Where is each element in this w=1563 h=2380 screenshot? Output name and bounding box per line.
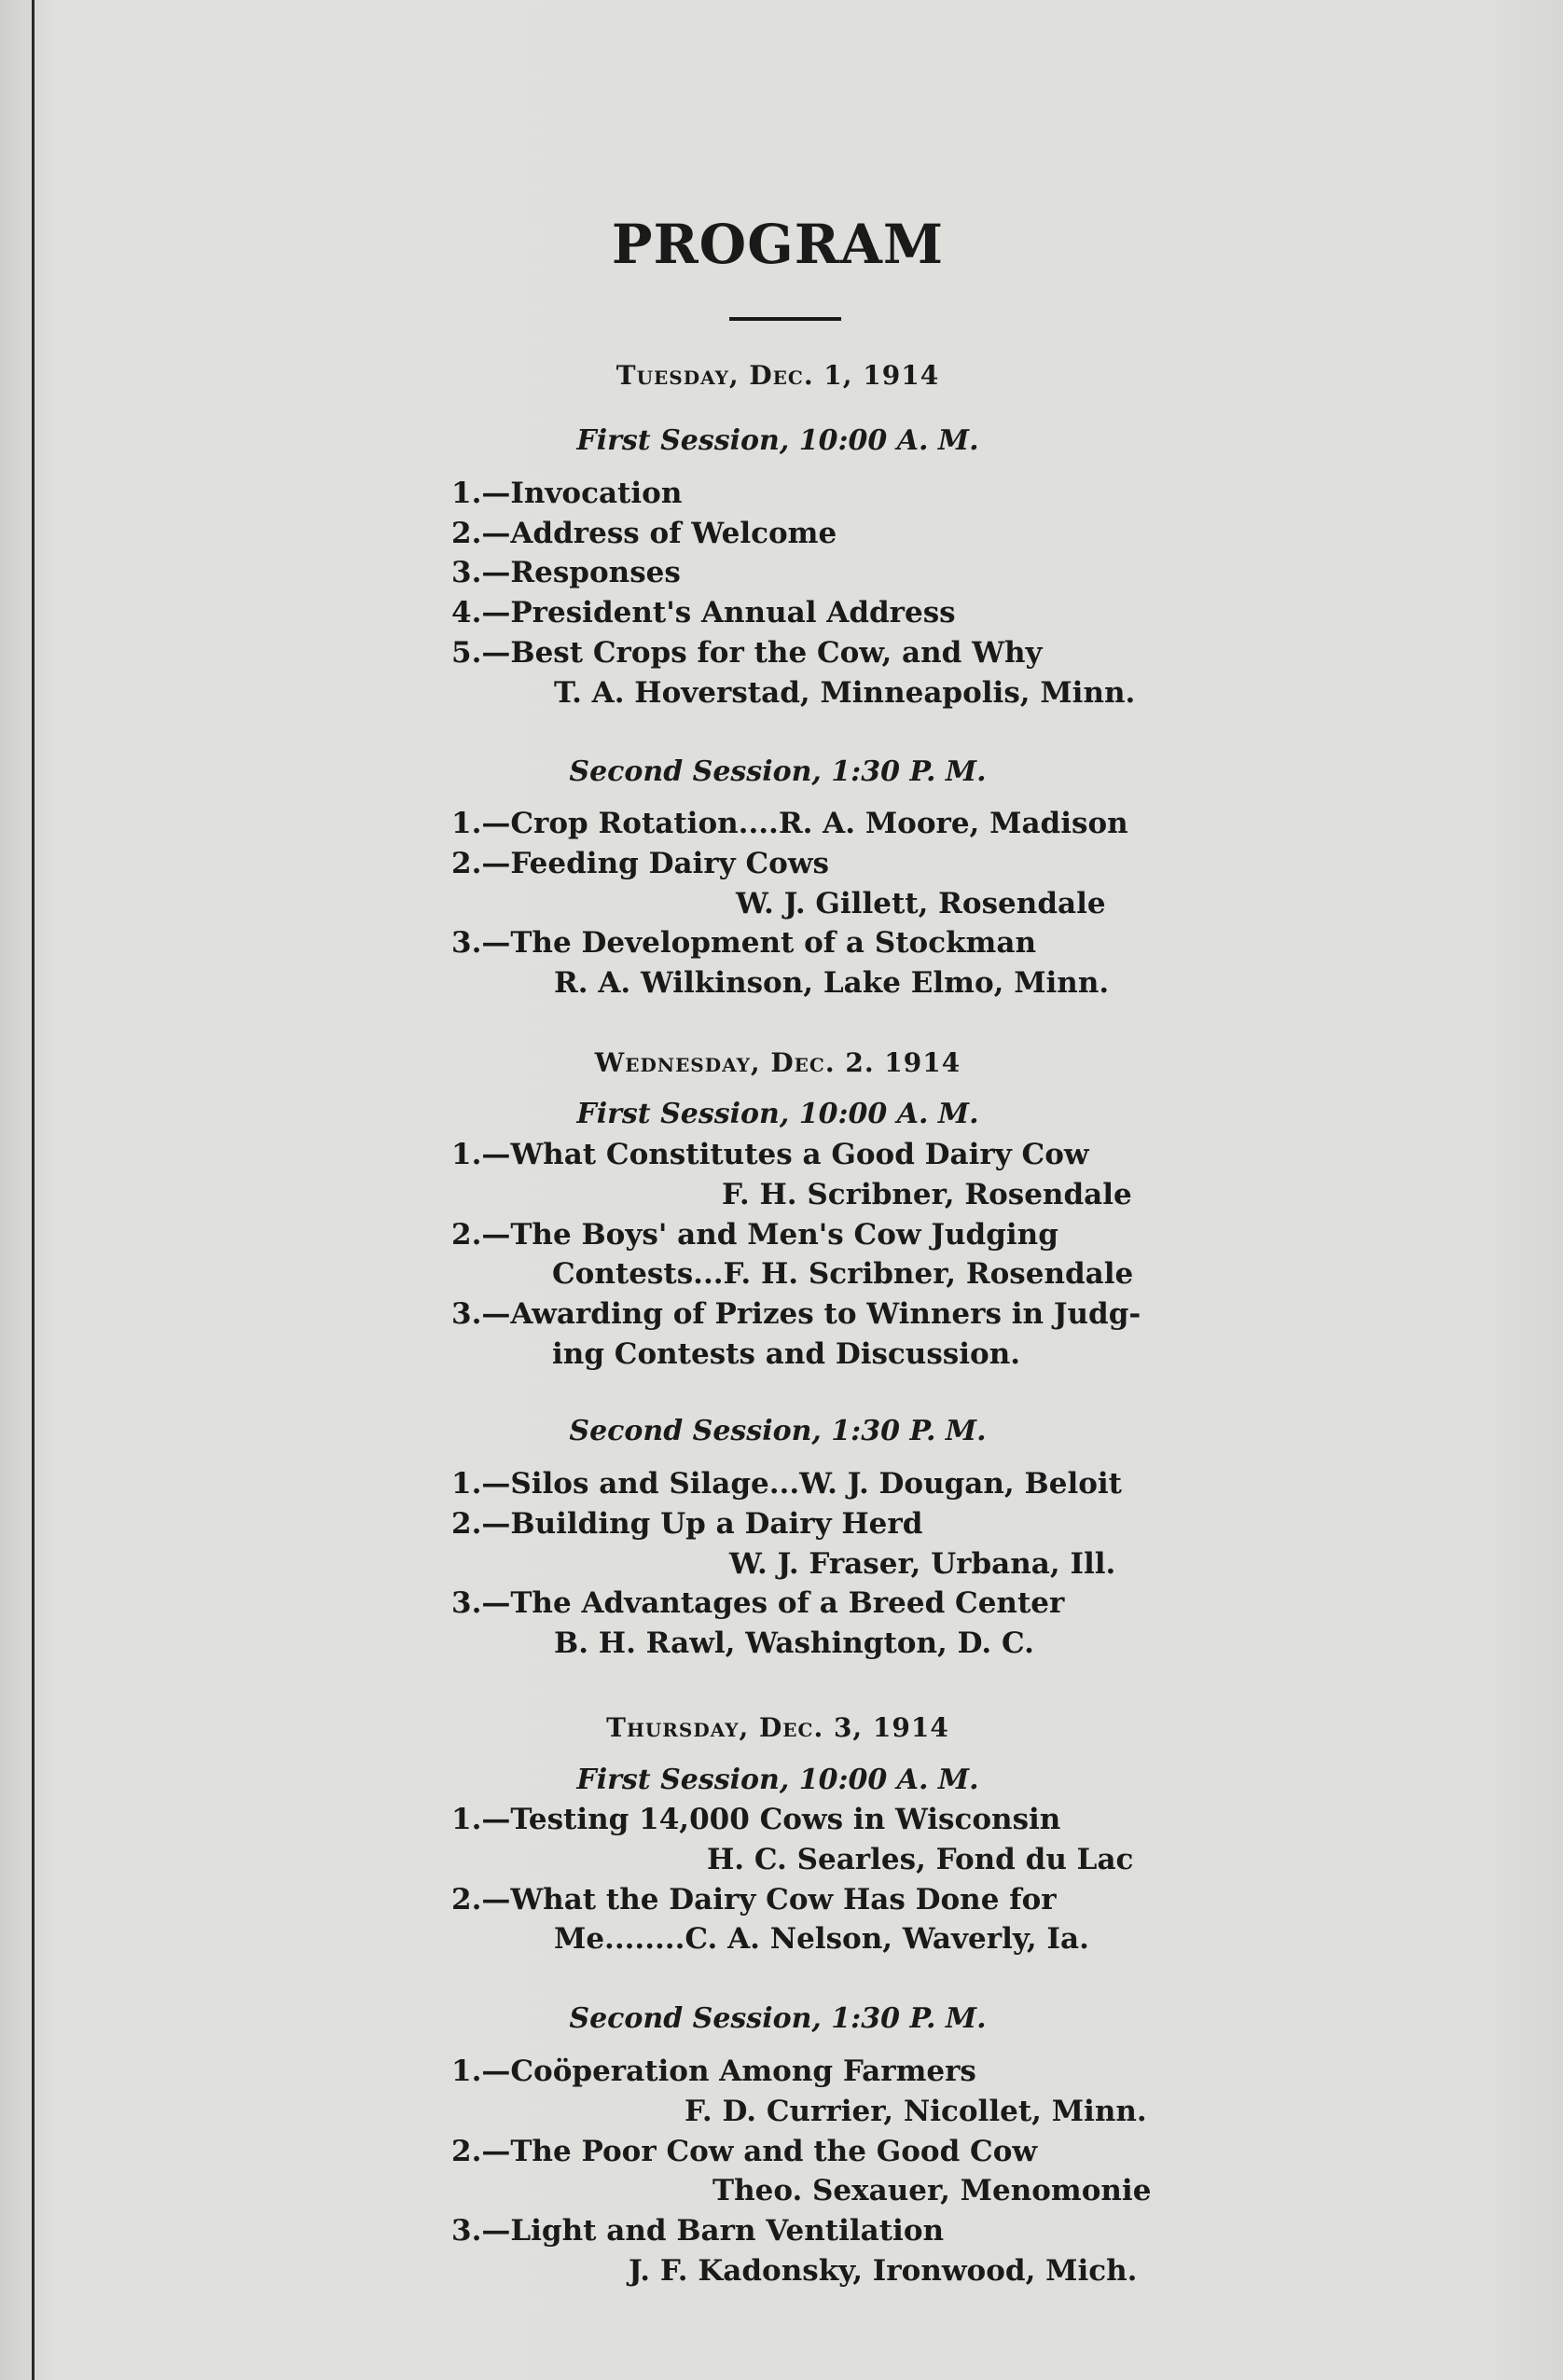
speaker-line: F. H. Scribner, Rosendale	[722, 1178, 1132, 1211]
day-heading: Wednesday, Dec. 2. 1914	[594, 1047, 961, 1078]
speaker-line: H. C. Searles, Fond du Lac	[707, 1843, 1134, 1876]
speaker-line: R. A. Wilkinson, Lake Elmo, Minn.	[554, 966, 1110, 1000]
session-heading: First Session, 10:00 A. M.	[576, 1764, 979, 1796]
speaker-line: J. F. Kadonsky, Ironwood, Mich.	[629, 2254, 1138, 2288]
program-item: 3.—The Development of a Stockman	[451, 926, 1036, 960]
program-item: 3.—Awarding of Prizes to Winners in Judg-	[451, 1297, 1141, 1331]
program-item: 1.—Silos and Silage...W. J. Dougan, Beloit	[451, 1467, 1122, 1501]
session-heading: Second Session, 1:30 P. M.	[569, 2002, 987, 2035]
program-item: 5.—Best Crops for the Cow, and Why	[451, 636, 1043, 670]
speaker-line: B. H. Rawl, Washington, D. C.	[554, 1626, 1034, 1660]
speaker-line: W. J. Gillett, Rosendale	[736, 887, 1106, 920]
speaker-line: F. D. Currier, Nicollet, Minn.	[685, 2095, 1147, 2128]
speaker-line: Me........C. A. Nelson, Waverly, Ia.	[554, 1922, 1089, 1956]
program-item: 1.—Coöperation Among Farmers	[451, 2055, 976, 2088]
speaker-line: T. A. Hoverstad, Minneapolis, Minn.	[554, 676, 1136, 710]
program-item-continued: ing Contests and Discussion.	[552, 1337, 1021, 1371]
program-item: 1.—What Constitutes a Good Dairy Cow	[451, 1138, 1089, 1171]
program-item: 2.—Address of Welcome	[451, 517, 837, 550]
day-heading: Thursday, Dec. 3, 1914	[606, 1712, 949, 1743]
program-item: 2.—Feeding Dairy Cows	[451, 847, 829, 880]
session-heading: Second Session, 1:30 P. M.	[569, 1415, 987, 1447]
program-item: 3.—Responses	[451, 556, 681, 589]
program-item: 2.—Building Up a Dairy Herd	[451, 1507, 923, 1541]
session-heading: First Session, 10:00 A. M.	[576, 424, 979, 457]
speaker-line: W. J. Fraser, Urbana, Ill.	[729, 1547, 1116, 1581]
program-item: 2.—The Poor Cow and the Good Cow	[451, 2135, 1038, 2168]
page-title: PROGRAM	[611, 213, 945, 276]
session-heading: Second Session, 1:30 P. M.	[569, 755, 987, 788]
program-item: 3.—The Advantages of a Breed Center	[451, 1586, 1065, 1620]
day-heading: Tuesday, Dec. 1, 1914	[616, 360, 940, 391]
speaker-line: Theo. Sexauer, Menomonie	[712, 2174, 1152, 2207]
program-item: 4.—President's Annual Address	[451, 596, 956, 630]
program-item: 2.—What the Dairy Cow Has Done for	[451, 1883, 1057, 1916]
program-item: 3.—Light and Barn Ventilation	[451, 2214, 945, 2248]
session-heading: First Session, 10:00 A. M.	[576, 1098, 979, 1130]
program-item: 1.—Crop Rotation....R. A. Moore, Madison	[451, 807, 1128, 840]
program-item: 1.—Invocation	[451, 477, 683, 510]
speaker-line: Contests...F. H. Scribner, Rosendale	[552, 1257, 1134, 1291]
page-edge-line	[32, 0, 35, 2380]
program-item: 1.—Testing 14,000 Cows in Wisconsin	[451, 1803, 1061, 1836]
title-rule	[729, 317, 841, 321]
program-item: 2.—The Boys' and Men's Cow Judging	[451, 1218, 1058, 1252]
